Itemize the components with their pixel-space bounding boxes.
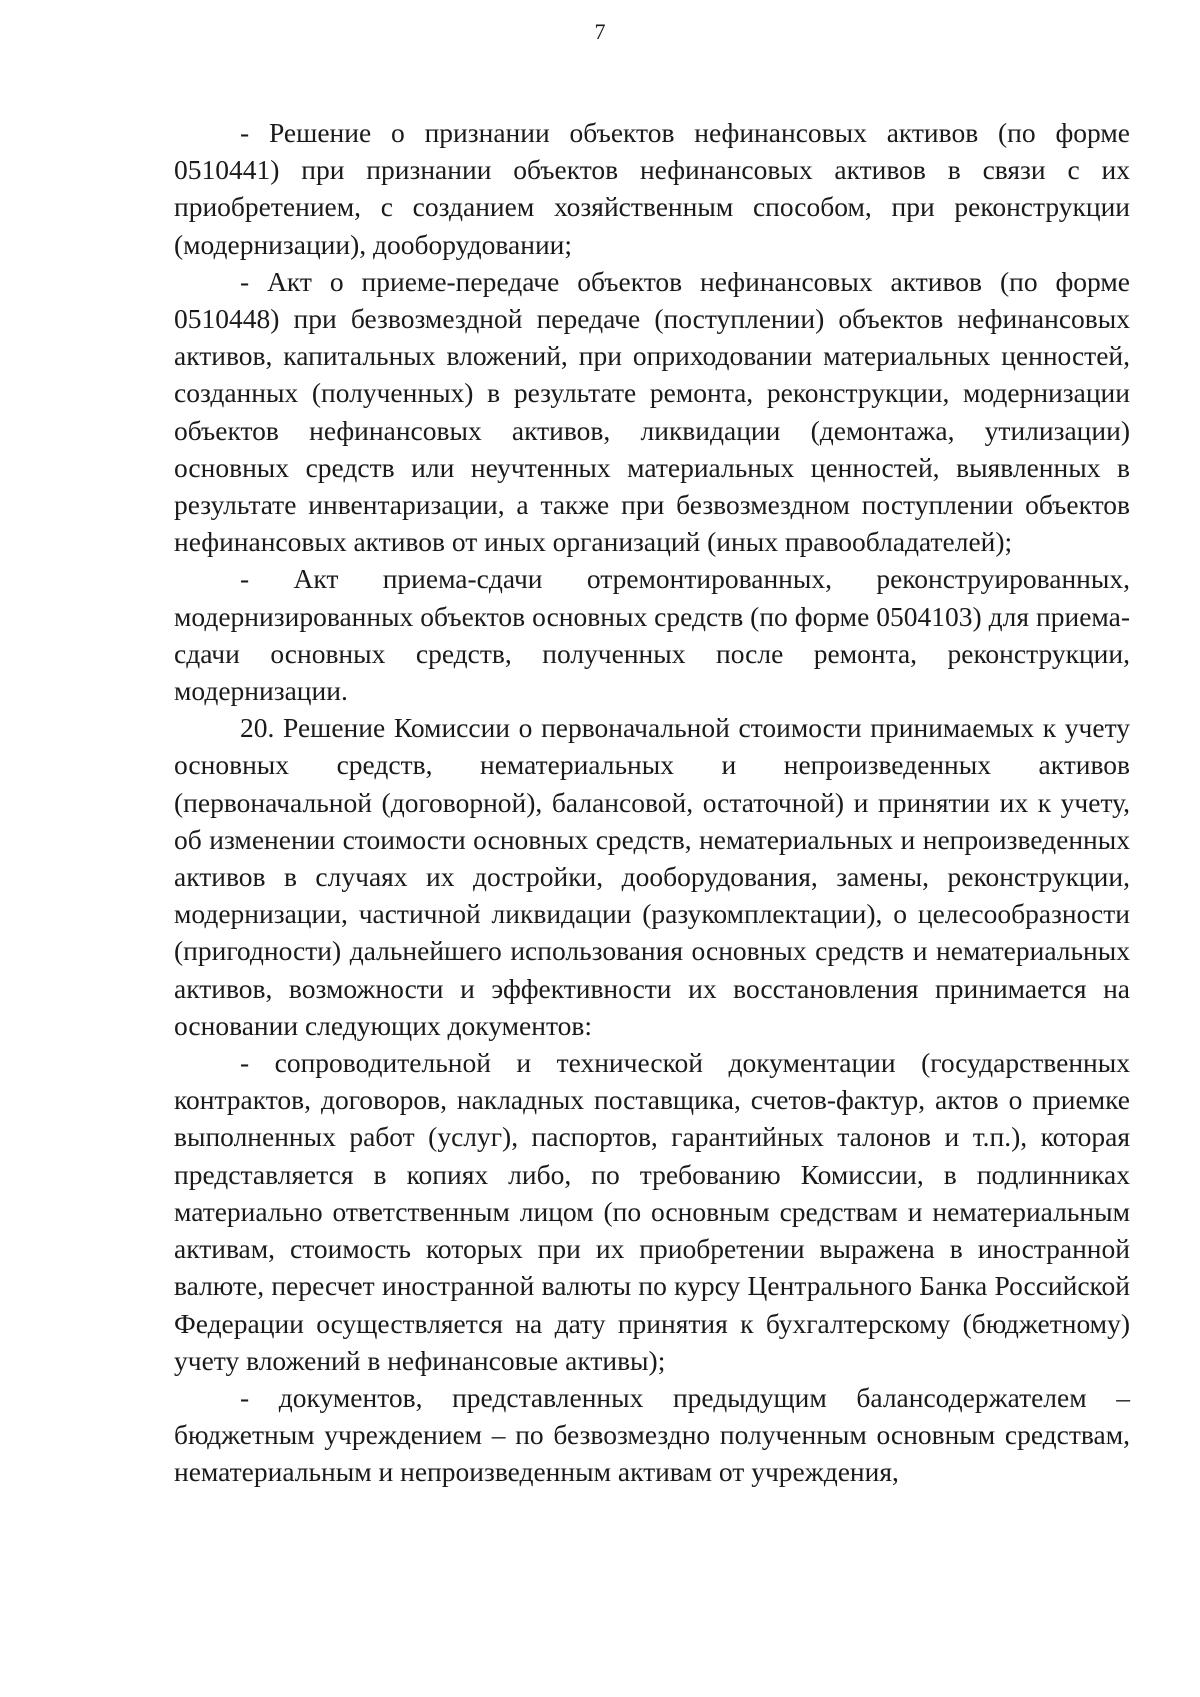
page-number: 7 [594, 19, 606, 44]
paragraph-item-20: 20. Решение Комиссии о первоначальной стоимости принимаемых к учету основных средств, нематериальных и непроизведенных активов (первоначальной (договорной), балансовой, остаточной) и принятии их к учету, об изменении стоимости основных средств, нематериальных и непроизведенных активов в случаях их достройки, дооборудования, замены, реконструкции, модернизации, частичной ликвидации (разукомплектации), о целесообразности (пригодности) дальнейшего использования основных средств и нематериальных активов, возможности и эффективности их восстановления принимается на основании следующих документов: [174, 712, 1130, 1041]
paragraph-acceptance-act: - Акт приема-сдачи отремонтированных, реконструированных, модернизированных объектов основных средств (по форме 0504103) для приема-сдачи основных средств, полученных после ремонта, реконструкции, модернизации. [174, 563, 1130, 707]
paragraph-transfer-act: - Акт о приеме-передаче объектов нефинансовых активов (по форме 0510448) при безвозмездной передаче (поступлении) объектов нефинансовых активов, капитальных вложений, при оприходовании материальных ценностей, созданных (полученных) в результате ремонта, реконструкции, модернизации объектов нефинансовых активов, ликвидации (демонтажа, утилизации) основных средств или неучтенных материальных ценностей, выявленных в результате инвентаризации, а также при безвозмездном поступлении объектов нефинансовых активов от иных организаций (иных правообладателей); [174, 265, 1130, 558]
paragraph-previous-holder-documents: - документов, представленных предыдущим балансодержателем – бюджетным учреждением – по безвозмездно полученным основным средствам, нематериальным и непроизведенным активам от учреждения, [174, 1381, 1130, 1488]
document-body [174, 114, 1130, 1491]
paragraph-decision-recognition: - Решение о признании объектов нефинансовых активов (по форме 0510441) при признании объектов нефинансовых активов в связи с их приобретением, с созданием хозяйственным способом, при реконструкции (модернизации), дооборудовании; [174, 117, 1130, 260]
paragraph-technical-documentation: - сопроводительной и технической документации (государственных контрактов, договоров, накладных поставщика, счетов-фактур, актов о приемке выполненных работ (услуг), паспортов, гарантийных талонов и т.п.), которая представляется в копиях либо, по требованию Комиссии, в подлинниках материально ответственным лицом (по основным средствам и нематериальным активам, стоимость которых при их приобретении выражена в иностранной валюте, пересчет иностранной валюты по курсу Центрального Банка Российской Федерации осуществляется на дату принятия к бухгалтерскому (бюджетному) учету вложений в нефинансовые активы); [174, 1047, 1130, 1376]
